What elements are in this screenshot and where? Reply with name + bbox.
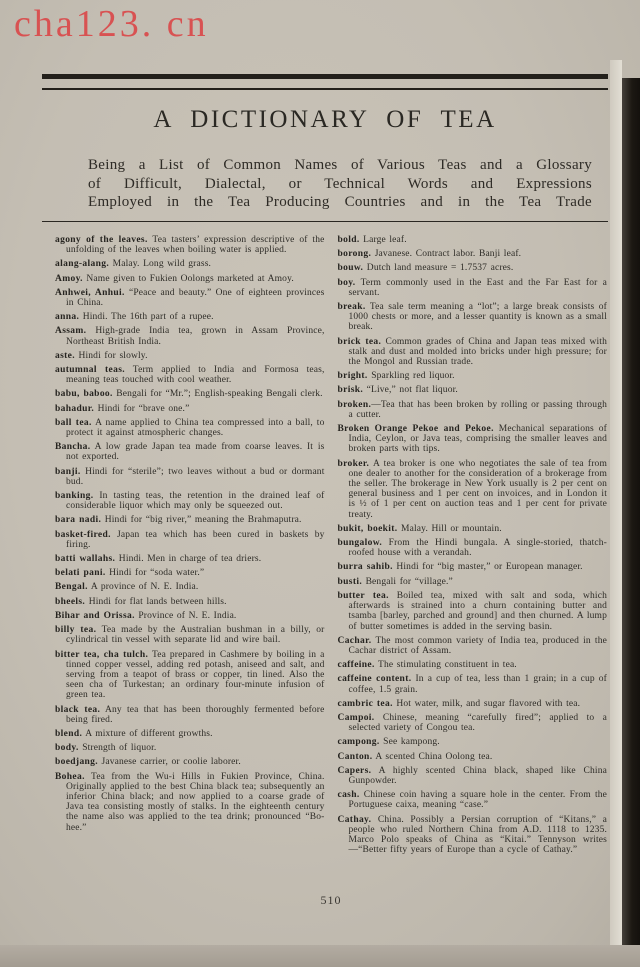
entry-definition: Term applied to India and Formosa teas, meaning teas touched with cool weather. <box>66 365 325 386</box>
entry-term: belati pani. <box>55 568 106 579</box>
dictionary-entry <box>338 562 608 572</box>
entry-term: Amoy. <box>55 273 83 284</box>
entry-term: autumnal teas. <box>55 365 125 376</box>
entry-definition: China. Possibly a Persian corruption of “Kitans,” a people who ruled Northern China from A.D. 1118 to 1235. Marco Polo speaks of China as “Kitai.” Tennyson writes—“Better fifty years of Europe than a cycle of Cathay.” <box>348 814 607 856</box>
entry-term: agony of the leaves. <box>55 235 148 245</box>
entry-term: borong. <box>337 249 372 260</box>
entry-definition: Chinese, meaning “carefully fired”; applied to a selected variety of Congou tea. <box>348 712 607 734</box>
entry-definition: Large leaf. <box>359 235 407 245</box>
entry-definition: A scented China Oolong tea. <box>372 751 493 762</box>
entry-term: Bengal. <box>55 582 88 593</box>
dictionary-entry <box>338 699 608 709</box>
entry-term: brisk. <box>337 385 364 396</box>
entry-definition: Hindi for “big master,” or European manager. <box>392 562 583 573</box>
dictionary-entry <box>55 389 325 399</box>
entry-term: bouw. <box>337 263 364 274</box>
dictionary-entry <box>338 249 608 259</box>
entry-definition: Hindi for “big river,” meaning the Brahmaputra. <box>101 515 302 526</box>
subtitle-line: Employed in the Tea Producing Countries and in the Tea Trade <box>88 194 592 210</box>
dictionary-entry <box>55 365 325 385</box>
entry-definition: Tea sale term meaning a “lot”; a large break consists of 1000 chests or more, and a lesser quantity is known as a small break. <box>348 302 607 333</box>
entry-definition: Sparkling red liquor. <box>367 371 455 382</box>
entry-definition: Tea tasters’ expression descriptive of the unfolding of the leaves when boiling water is applied. <box>66 235 325 256</box>
dictionary-entry <box>55 729 325 739</box>
page-number: 510 <box>320 893 342 907</box>
dictionary-entry <box>338 424 608 455</box>
entry-term: Campoi. <box>337 712 375 723</box>
dictionary-entry <box>338 371 608 381</box>
entry-definition: Common grades of China and Japan teas mixed with stalk and dust and molded into bricks under high pressure; for the Mongol and Russian trade. <box>348 336 607 368</box>
dictionary-entry <box>338 538 608 558</box>
entry-definition: Javanese. Contract labor. Banji leaf. <box>371 249 522 260</box>
entry-definition: Tea from the Wu-i Hills in Fukien Province, China. Originally applied to the best China black tea; subsequently an inferior China black; and now applied to a coarse grade of Java tea consisting mostly of stalks. In the eighteenth century the name also was applied to the tea drink; pronounced “Bo-hee.” <box>66 771 325 833</box>
entry-term: break. <box>337 302 366 313</box>
entry-term: Anhwei, Anhui. <box>55 287 125 298</box>
entry-definition: A mixture of different growths. <box>82 728 213 739</box>
dictionary-entry <box>338 790 608 810</box>
entry-definition: Hindi for “brave one.” <box>94 403 190 414</box>
dictionary-entry <box>55 568 325 578</box>
dictionary-entry <box>55 757 325 767</box>
entry-definition: “Peace and beauty.” One of eighteen provinces in China. <box>66 287 325 309</box>
dictionary-entry <box>55 515 325 525</box>
entry-term: blend. <box>55 728 83 739</box>
entry-term: alang-alang. <box>55 259 110 270</box>
entry-definition: Malay. Hill or mountain. <box>397 523 502 534</box>
dictionary-entry <box>55 326 325 346</box>
dictionary-entry <box>55 554 325 564</box>
entry-definition: Dutch land measure = 1.7537 acres. <box>363 263 514 274</box>
page-edge-highlight <box>610 60 622 952</box>
entry-definition: Hindi for flat lands between hills. <box>85 596 227 607</box>
entry-term: bara nadi. <box>55 515 102 526</box>
subtitle-line: Being a List of Common Names of Various Teas and a Glossary <box>88 157 592 173</box>
dictionary-entry <box>55 274 325 284</box>
entry-definition: Strength of liquor. <box>78 743 157 754</box>
entry-definition: Hindi for “sterile”; two leaves without a bud or dormant bud. <box>66 466 325 487</box>
entry-term: bold. <box>337 235 360 245</box>
entry-definition: Term commonly used in the East and the Far East for a servant. <box>348 277 607 298</box>
dictionary-entry <box>55 650 325 701</box>
entry-term: Assam. <box>55 326 87 337</box>
dictionary-columns <box>55 235 607 947</box>
entry-definition: Hindi for “soda water.” <box>105 568 205 579</box>
dictionary-entry <box>55 235 325 255</box>
entry-definition: See kampong. <box>379 737 440 748</box>
header-double-rule <box>42 74 608 90</box>
dictionary-entry <box>55 625 325 645</box>
entry-definition: “Live,” not flat liquor. <box>363 385 458 396</box>
right-column <box>338 235 608 947</box>
dictionary-entry <box>55 743 325 753</box>
dictionary-entry <box>338 591 608 632</box>
subtitle-divider-rule <box>42 221 608 222</box>
entry-definition: Hot water, milk, and sugar flavored with tea. <box>392 698 581 709</box>
entry-definition: Javanese carrier, or coolie laborer. <box>98 757 241 768</box>
entry-term: Canton. <box>337 751 373 762</box>
dictionary-entry <box>55 442 325 462</box>
dictionary-entry <box>338 337 608 368</box>
dictionary-entry <box>338 235 608 245</box>
entry-definition: Boiled tea, mixed with salt and soda, which afterwards is strained into a churn containing butter and tsamba [barley, parched and ground] and then churned. A lump of butter sometimes is added in the serving basin. <box>348 590 607 632</box>
entry-term: boy. <box>337 277 356 288</box>
entry-term: bahadur. <box>55 403 95 414</box>
entry-term: billy tea. <box>55 625 97 636</box>
dictionary-entry <box>338 815 608 856</box>
entry-term: babu, baboo. <box>55 389 113 400</box>
entry-term: burra sahib. <box>337 562 393 573</box>
entry-term: Broken Orange Pekoe and Pekoe. <box>337 424 494 435</box>
entry-term: Cachar. <box>337 635 372 646</box>
entry-definition: Hindi for slowly. <box>74 350 148 361</box>
entry-term: Bancha. <box>55 442 91 453</box>
dictionary-entry <box>338 674 608 694</box>
entry-definition: —Tea that has been broken by rolling or passing through a cutter. <box>348 399 607 420</box>
entry-definition: A tea broker is one who negotiates the sale of tea from one dealer to another for the consideration of a brokerage from the seller. The brokerage in New York usually is 2 per cent on general business and 1 per cent on invoices, and in London it is ½ of 1 per cent on auction teas and 1 per cent for private treaty. <box>348 458 607 520</box>
entry-term: boedjang. <box>55 757 99 768</box>
entry-term: broken. <box>337 399 372 410</box>
dictionary-entry <box>338 766 608 786</box>
entry-definition: In a cup of tea, less than 1 grain; in a cup of coffee, 1.5 grain. <box>348 674 607 695</box>
entry-definition: Hindi. Men in charge of tea driers. <box>115 554 262 565</box>
entry-definition: Bengali for “Mr.”; English-speaking Bengali clerk. <box>112 389 323 400</box>
entry-definition: The most common variety of India tea, produced in the Cachar district of Assam. <box>348 635 607 656</box>
dictionary-entry <box>338 400 608 420</box>
entry-term: banking. <box>55 491 94 502</box>
scan-bottom-shadow <box>0 945 640 967</box>
entry-term: busti. <box>337 576 363 587</box>
dictionary-entry <box>55 351 325 361</box>
dictionary-entry <box>338 737 608 747</box>
dictionary-entry <box>338 459 608 520</box>
entry-definition: A highly scented China black, shaped like China Gunpowder. <box>348 765 607 786</box>
entry-definition: The stimulating constituent in tea. <box>374 660 517 671</box>
page-title: A DICTIONARY OF TEA <box>153 106 497 133</box>
dictionary-entry <box>55 312 325 322</box>
entry-definition: Japan tea which has been cured in baskets by firing. <box>66 529 325 550</box>
entry-term: butter tea. <box>337 590 389 601</box>
entry-term: aste. <box>55 350 75 361</box>
entry-term: Capers. <box>337 765 372 776</box>
entry-term: cash. <box>337 790 360 801</box>
entry-term: Bihar and Orissa. <box>55 610 135 621</box>
entry-definition: Any tea that has been thoroughly fermented before being fired. <box>66 704 325 725</box>
entry-term: bitter tea, cha tulch. <box>55 649 149 660</box>
dictionary-entry <box>338 577 608 587</box>
entry-definition: High-grade India tea, grown in Assam Province, Northeast British India. <box>66 326 325 347</box>
book-binding-edge <box>622 78 640 952</box>
left-column <box>55 235 325 947</box>
entry-term: Bohea. <box>55 771 85 782</box>
dictionary-entry <box>338 713 608 733</box>
entry-definition: Mechanical separations of India, Ceylon, or Java teas, comprising the smaller leaves and broken parts with tips. <box>348 424 607 455</box>
entry-definition: From the Hindi bungala. A single-storied, thatch-roofed house with a verandah. <box>348 538 607 559</box>
entry-definition: A low grade Japan tea made from coarse leaves. It is not exported. <box>66 442 325 463</box>
dictionary-entry <box>338 385 608 395</box>
entry-term: body. <box>55 743 79 754</box>
dictionary-entry <box>55 597 325 607</box>
entry-definition: Chinese coin having a square hole in the center. From the Portuguese caixa, meaning “case.” <box>348 790 607 811</box>
entry-definition: Bengali for “village.” <box>362 576 453 587</box>
dictionary-entry <box>338 752 608 762</box>
entry-term: ball tea. <box>55 417 92 428</box>
subtitle-line: of Difficult, Dialectal, or Technical Words and Expressions <box>88 175 592 192</box>
entry-definition: Tea prepared in Cashmere by boiling in a tinned copper vessel, adding red potash, aniseed and salt, and serving from a teapot of brass or copper, tin lined. Also the seen cha of Turkestan; an ordinary four-minute infusion of green tea. <box>66 649 325 701</box>
entry-term: black tea. <box>55 704 101 715</box>
dictionary-entry <box>55 418 325 438</box>
dictionary-entry <box>55 705 325 725</box>
entry-definition: Tea made by the Australian bushman in a billy, or cylindrical tin vessel with separate lid and wire bail. <box>66 625 325 646</box>
dictionary-entry <box>338 278 608 298</box>
entry-term: campong. <box>337 737 380 748</box>
entry-definition: Province of N. E. India. <box>134 610 237 621</box>
watermark-text: cha123. cn <box>14 3 209 45</box>
entry-term: caffeine content. <box>337 674 412 685</box>
dictionary-entry <box>338 660 608 670</box>
entry-definition: Name given to Fukien Oolongs marketed at Amoy. <box>82 273 294 284</box>
dictionary-entry <box>338 636 608 656</box>
entry-term: anna. <box>55 312 80 323</box>
entry-definition: In tasting teas, the retention in the drained leaf of considerable liquor which may only be squeezed out. <box>66 491 325 512</box>
entry-term: Cathay. <box>337 814 372 825</box>
entry-term: batti wallahs. <box>55 554 116 565</box>
dictionary-entry <box>55 467 325 487</box>
dictionary-entry <box>338 524 608 534</box>
entry-term: broker. <box>337 458 370 469</box>
entry-definition: A province of N. E. India. <box>87 582 199 593</box>
entry-term: cambric tea. <box>337 698 393 709</box>
dictionary-entry <box>338 302 608 333</box>
dictionary-entry <box>55 491 325 511</box>
entry-term: bungalow. <box>337 538 383 549</box>
dictionary-entry <box>55 530 325 550</box>
entry-term: bheels. <box>55 596 86 607</box>
entry-definition: Malay. Long wild grass. <box>109 259 212 270</box>
entry-definition: Hindi. The 16th part of a rupee. <box>79 312 214 323</box>
dictionary-entry <box>55 582 325 592</box>
dictionary-entry <box>55 611 325 621</box>
entry-definition: A name applied to China tea compressed into a ball, to protect it against atmospheric changes. <box>66 417 325 439</box>
entry-term: brick tea. <box>337 336 382 347</box>
entry-term: banji. <box>55 466 81 477</box>
dictionary-entry <box>338 263 608 273</box>
entry-term: caffeine. <box>337 660 375 671</box>
page-subtitle <box>88 156 592 212</box>
dictionary-entry <box>55 288 325 308</box>
entry-term: basket-fired. <box>55 529 111 540</box>
dictionary-entry <box>55 772 325 833</box>
dictionary-entry <box>55 259 325 269</box>
entry-term: bukit, boekit. <box>337 523 398 534</box>
dictionary-entry <box>55 404 325 414</box>
entry-term: bright. <box>337 371 368 382</box>
